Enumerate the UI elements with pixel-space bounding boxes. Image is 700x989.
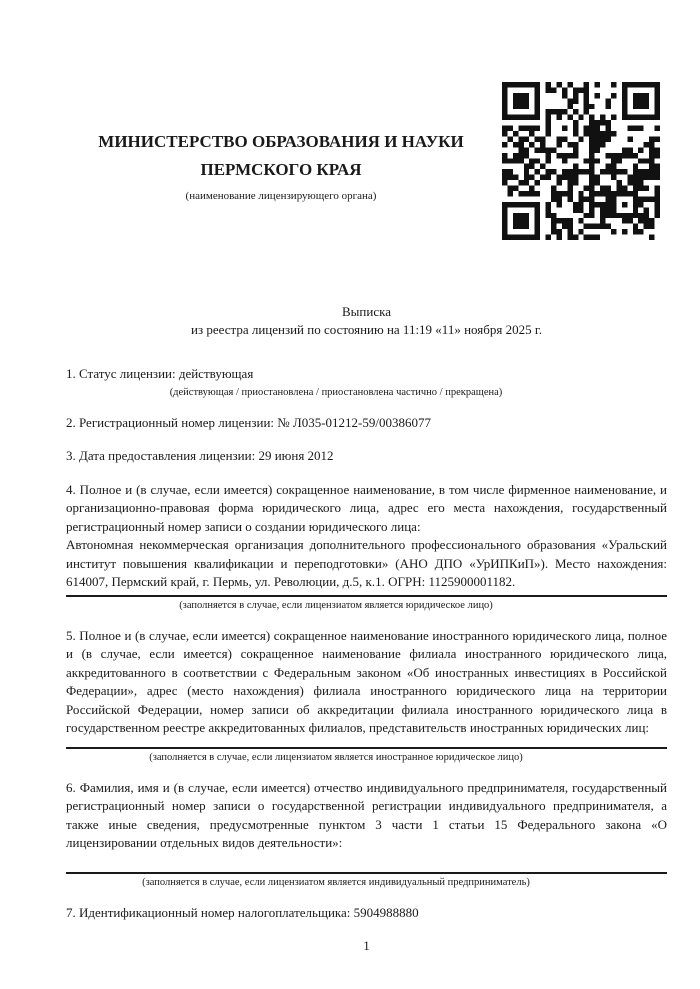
qr-code-image xyxy=(502,82,660,240)
foreign-entity-question: 5. Полное и (в случае, если имеется) сокращенное наименование иностранного юридического лица, полное и (в случае, если имеется) сокращенное наименование филиала иностранного юридического лица, аккредитованного в соответствии с Федеральным законом «Об иностранных инвестициях в Российской Федерации», адрес (место нахождения) филиала иностранного юридического лица на территории Российской Федерации, номер записи об аккредитации филиала иностранного юридического лица в государственном реестре аккредитованных филиалов, представительств иностранных юридических лиц: xyxy=(66,627,667,735)
field-license-status xyxy=(66,365,667,399)
license-status-caption: (действующая / приостановлена / приостановлена частично / прекращена) xyxy=(169,386,503,398)
grant-date-value: 3. Дата предоставления лицензии: 29 июня 2012 xyxy=(66,448,334,463)
field-individual-entrepreneur xyxy=(66,779,667,889)
individual-entrepreneur-answer-blank xyxy=(66,853,667,874)
qr-code-icon xyxy=(502,82,660,240)
fields-list xyxy=(66,365,667,922)
inn-value: 7. Идентификационный номер налогоплательщика: 5904988880 xyxy=(66,904,419,920)
licensing-authority-header xyxy=(66,128,496,203)
foreign-entity-answer-blank xyxy=(66,738,667,749)
ministry-name-line1: МИНИСТЕРСТВО ОБРАЗОВАНИЯ И НАУКИ xyxy=(98,132,464,151)
field-inn xyxy=(66,904,667,923)
document-title-line2: из реестра лицензий по состоянию на 11:19 «11» ноября 2025 г. xyxy=(191,322,542,337)
field-registration-number xyxy=(66,414,667,433)
field-foreign-entity xyxy=(66,627,667,764)
field-legal-entity xyxy=(66,481,667,612)
page-number: 1 xyxy=(363,938,370,953)
legal-entity-question: 4. Полное и (в случае, если имеется) сокращенное наименование, в том числе фирменное наименование, и организационно-правовая форма юридического лица, адрес его места нахождения, государственный регистрационный номер записи о создании юридического лица: xyxy=(66,481,667,534)
field-grant-date xyxy=(66,447,667,466)
ministry-caption: (наименование лицензирующего органа) xyxy=(185,190,377,202)
license-status-value: 1. Статус лицензии: действующая xyxy=(66,366,254,381)
document-title xyxy=(66,303,667,339)
foreign-entity-caption: (заполняется в случае, если лицензиатом является иностранное юридическое лицо) xyxy=(149,751,523,763)
registration-number-value: 2. Регистрационный номер лицензии: № Л035-01212-59/00386077 xyxy=(66,414,432,430)
individual-entrepreneur-question: 6. Фамилия, имя и (в случае, если имеется) отчество индивидуального предпринимателя, государственный регистрационный номер записи о государственной регистрации индивидуального предпринимателя, а также иные сведения, предусмотренные пунктом 3 части 1 статьи 15 Федерального закона «О лицензировании отдельных видов деятельности»: xyxy=(66,779,667,850)
document-title-line1: Выписка xyxy=(342,304,391,319)
individual-entrepreneur-caption: (заполняется в случае, если лицензиатом является индивидуальный предприниматель) xyxy=(142,876,530,888)
legal-entity-answer: Автономная некоммерческая организация дополнительного профессионального образования «Уральский институт повышения квалификации и переподготовки» (АНО ДПО «УрИПКиП»). Место нахождения: 614007, Пермский край, г. Пермь, ул. Революции, д.5, к.1. ОГРН: 1125900001182. xyxy=(66,537,667,589)
legal-entity-block xyxy=(66,481,667,597)
ministry-name-line2: ПЕРМСКОГО КРАЯ xyxy=(200,160,362,179)
legal-entity-caption: (заполняется в случае, если лицензиатом является юридическое лицо) xyxy=(179,599,493,611)
